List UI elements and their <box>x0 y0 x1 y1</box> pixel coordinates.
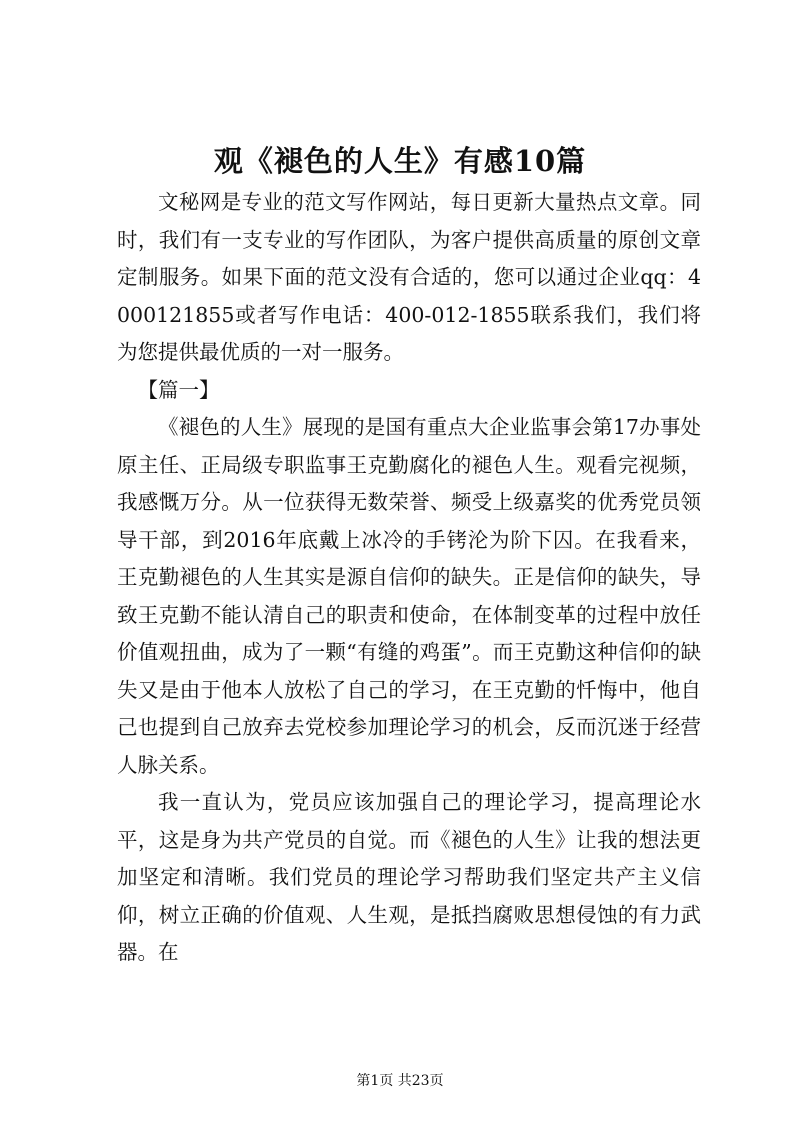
document-body <box>117 184 701 972</box>
document-title: 观《褪色的人生》有感10篇 <box>213 144 587 178</box>
intro-paragraph: 文秘网是专业的范文写作网站，每日更新大量热点文章。同时，我们有一支专业的写作团队，为客户提供高质量的原创文章定制服务。如果下面的范文没有合适的，您可以通过企业qq：4000121855或者写作电话：400-012-1855联系我们，我们将为您提供最优质的一对一服务。 <box>117 190 701 364</box>
section-heading: 【篇一】 <box>137 377 220 402</box>
body-paragraph-2: 我一直认为，党员应该加强自己的理论学习，提高理论水平，这是身为共产党员的自觉。而《褪色的人生》让我的想法更加坚定和清晰。我们党员的理论学习帮助我们坚定共产主义信仰，树立正确的价值观、人生观，是抵挡腐败思想侵蚀的有力武器。在 <box>117 790 701 964</box>
page-footer: 第1页 共23页 <box>356 1073 444 1089</box>
body-paragraph-1: 《褪色的人生》展现的是国有重点大企业监事会第17办事处原主任、正局级专职监事王克勤腐化的褪色人生。观看完视频，我感慨万分。从一位获得无数荣誉、频受上级嘉奖的优秀党员领导干部，到2016年底戴上冰冷的手铐沦为阶下囚。在我看来，王克勤褪色的人生其实是源自信仰的缺失。正是信仰的缺失，导致王克勤不能认清自己的职责和使命，在体制变革的过程中放任价值观扭曲，成为了一颗“有缝的鸡蛋”。而王克勤这种信仰的缺失又是由于他本人放松了自己的学习，在王克勤的忏悔中，他自己也提到自己放弃去党校参加理论学习的机会，反而沉迷于经营人脉关系。 <box>117 415 701 777</box>
